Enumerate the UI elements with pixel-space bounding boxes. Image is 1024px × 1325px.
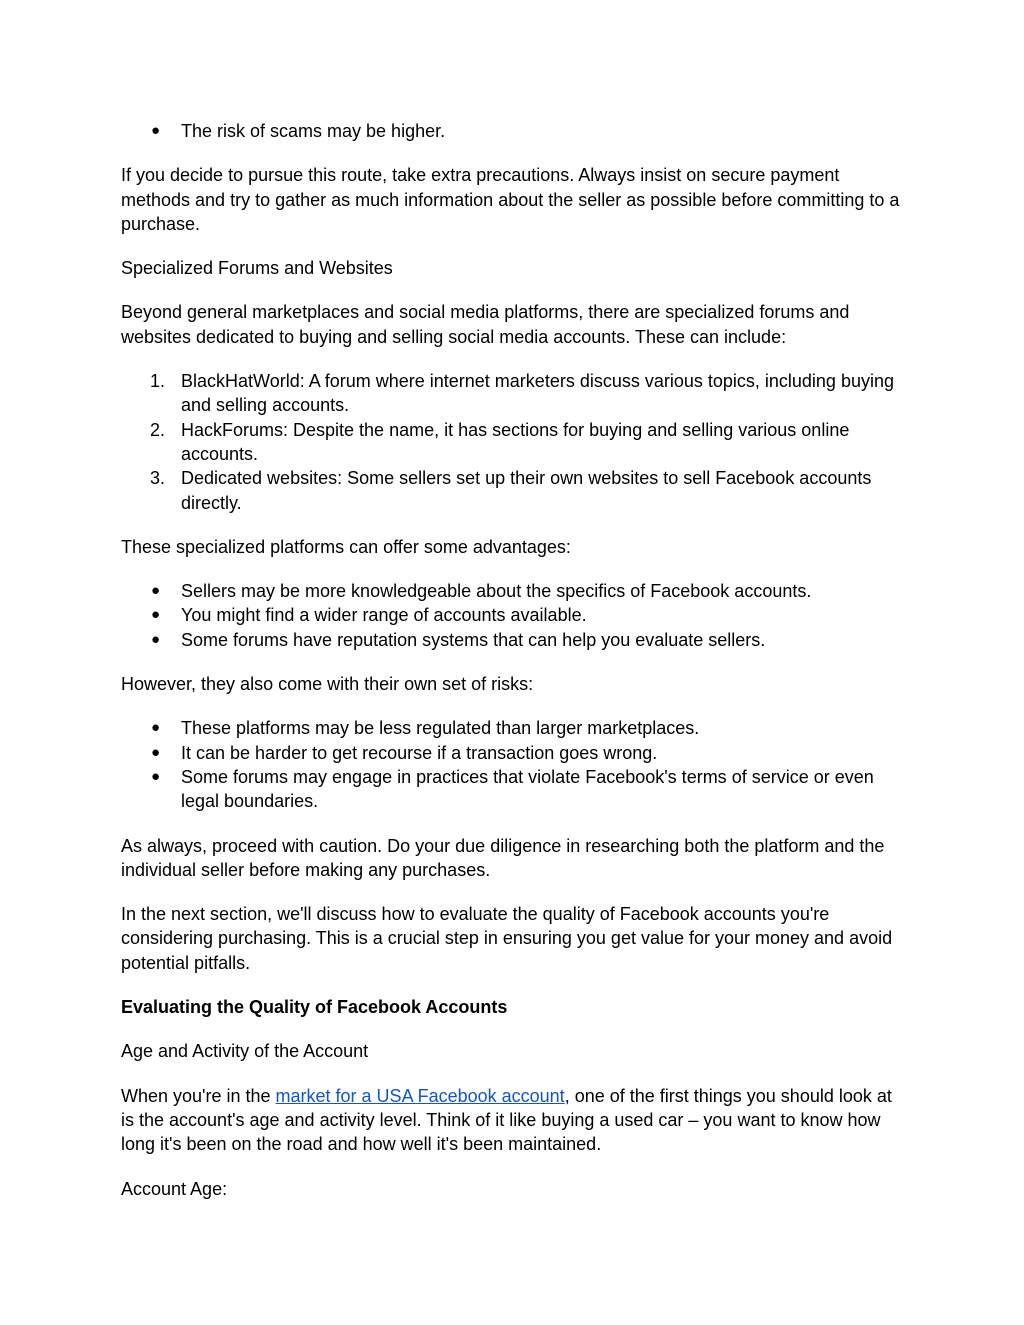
forums-subheading: Specialized Forums and Websites xyxy=(121,258,393,279)
list-item-text: Sellers may be more knowledgeable about the specifics of Facebook accounts. xyxy=(181,581,812,602)
list-item-text: Some forums may engage in practices that violate Facebook's terms of service or even legal boundaries. xyxy=(181,766,874,812)
list-item-text: You might find a wider range of accounts available. xyxy=(181,605,587,626)
account-age-label: Account Age: xyxy=(121,1178,228,1199)
beyond-paragraph: Beyond general marketplaces and social media platforms, there are specialized forums and websites dedicated to buying and selling social media accounts. These can include: xyxy=(121,302,850,347)
bullet-icon: ● xyxy=(151,122,161,139)
list-number: 2. xyxy=(150,419,166,440)
bullet-icon: ● xyxy=(151,582,161,600)
list-item-text: The risk of scams may be higher. xyxy=(181,121,446,141)
list-item xyxy=(121,628,906,652)
list-item xyxy=(121,119,906,143)
next-section-paragraph: In the next section, we'll discuss how to evaluate the quality of Facebook accounts you're considering purchasing. This is a crucial step in ensuring you get value for your money and avoid potential pitfalls. xyxy=(121,904,893,973)
age-activity-subheading: Age and Activity of the Account xyxy=(121,1041,369,1062)
caution-paragraph: As always, proceed with caution. Do your due diligence in researching both the platform and the individual seller before making any purchases. xyxy=(121,835,885,880)
bullet-icon: ● xyxy=(151,767,161,785)
list-item xyxy=(121,418,906,467)
list-item xyxy=(121,579,906,603)
bullet-icon: ● xyxy=(151,719,161,737)
market-paragraph xyxy=(121,1084,906,1157)
list-item xyxy=(121,741,906,765)
list-number: 1. xyxy=(150,371,166,392)
forums-numbered-list xyxy=(121,369,906,515)
list-item-text: Some forums have reputation systems that can help you evaluate sellers. xyxy=(181,629,766,650)
list-item xyxy=(121,369,906,418)
list-item-text: HackForums: Despite the name, it has sections for buying and selling various online accounts. xyxy=(181,419,850,464)
list-item xyxy=(121,466,906,515)
section-heading: Evaluating the Quality of Facebook Accounts xyxy=(121,997,508,1018)
scam-risk-list xyxy=(121,119,906,143)
risks-intro-paragraph: However, they also come with their own set of risks: xyxy=(121,674,534,695)
list-item-text: These platforms may be less regulated than larger marketplaces. xyxy=(181,718,700,739)
list-item-text: Dedicated websites: Some sellers set up their own websites to sell Facebook accounts directly. xyxy=(181,468,872,513)
market-text-after: , one of the first things you should look at is the account's age and activity level. Think of it like buying a used car – you want to know how long it's been on the road and how well it's been maintained. xyxy=(121,1085,892,1155)
list-number: 3. xyxy=(150,468,166,489)
list-item xyxy=(121,716,906,740)
document-page xyxy=(121,119,906,1221)
bullet-icon: ● xyxy=(151,630,161,648)
advantages-list xyxy=(121,579,906,652)
bullet-icon: ● xyxy=(151,606,161,624)
market-link[interactable]: market for a USA Facebook account xyxy=(275,1085,565,1106)
precautions-paragraph: If you decide to pursue this route, take extra precautions. Always insist on secure payment methods and try to gather as much information about the seller as possible before committing to a purchase. xyxy=(121,165,900,234)
bullet-icon: ● xyxy=(151,743,161,761)
list-item-text: It can be harder to get recourse if a transaction goes wrong. xyxy=(181,742,658,763)
list-item xyxy=(121,603,906,627)
risks-list xyxy=(121,716,906,813)
advantages-intro-paragraph: These specialized platforms can offer some advantages: xyxy=(121,536,571,557)
list-item xyxy=(121,765,906,814)
market-text-before: When you're in the xyxy=(121,1085,276,1106)
list-item-text: BlackHatWorld: A forum where internet marketers discuss various topics, including buying and selling accounts. xyxy=(181,371,894,416)
